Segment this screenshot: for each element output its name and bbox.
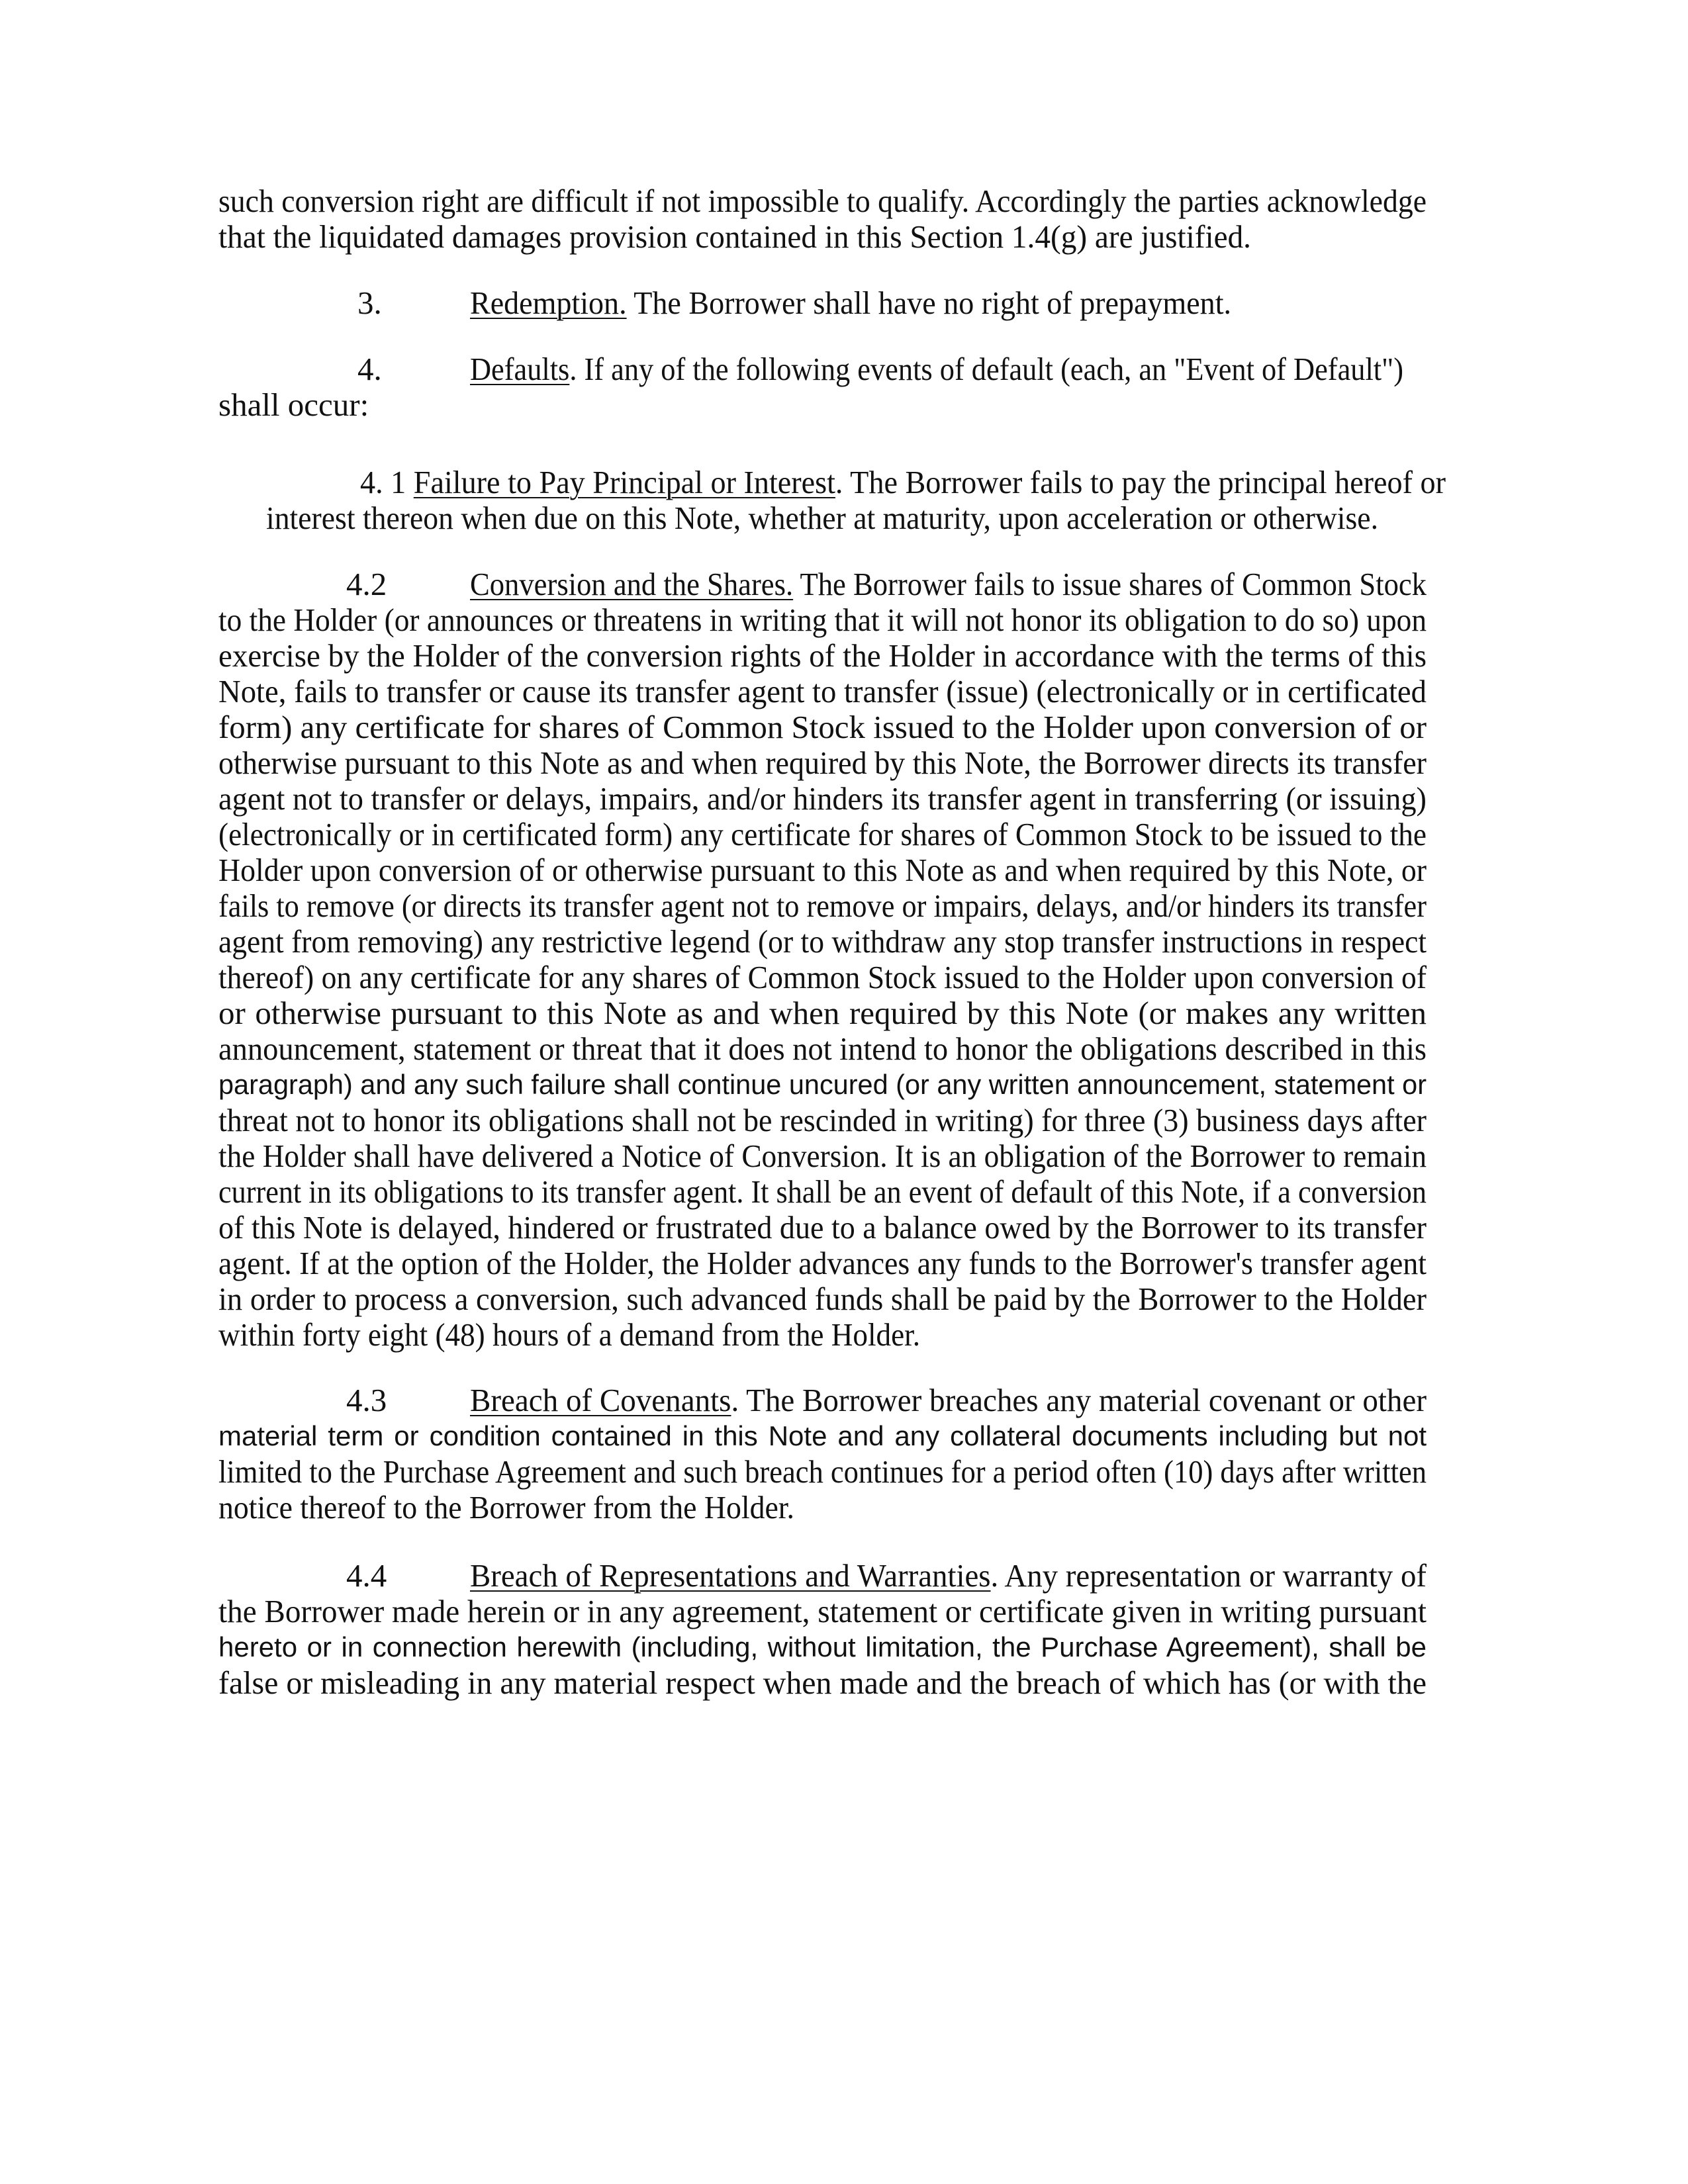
text-line: announcement, statement or threat that it does not intend to honor the obligations described in this bbox=[218, 1030, 1427, 1067]
text-line: Note, fails to transfer or cause its transfer agent to transfer (issue) (electronically or in certificated bbox=[218, 673, 1427, 709]
text-line: hereto or in connection herewith (including, without limitation, the Purchase Agreement), shall be bbox=[218, 1631, 1427, 1662]
text-line: agent not to transfer or delays, impairs, and/or hinders its transfer agent in transferring (or issuing) bbox=[218, 780, 1427, 817]
text-line: Holder upon conversion of or otherwise pursuant to this Note as and when required by this Note, or bbox=[218, 852, 1427, 888]
text-line: exercise by the Holder of the conversion rights of the Holder in accordance with the terms of this bbox=[218, 637, 1427, 674]
section-number: 4. bbox=[357, 351, 382, 387]
section-text: The Borrower shall have no right of prepayment. bbox=[626, 285, 1231, 321]
section-4 bbox=[218, 351, 1427, 423]
section-heading: Redemption. bbox=[470, 285, 627, 321]
section-number: 4.3 bbox=[346, 1382, 387, 1418]
text-line: material term or condition contained in this Note and any collateral documents including but not bbox=[218, 1420, 1427, 1451]
text-line: limited to the Purchase Agreement and such breach continues for a period often (10) days after written bbox=[218, 1453, 1427, 1490]
section-heading: Defaults bbox=[470, 351, 570, 387]
section-heading: Conversion and the Shares. bbox=[470, 566, 794, 602]
section-text: . The Borrower breaches any material covenant or other bbox=[731, 1382, 1427, 1418]
section-text: . Any representation or warranty of bbox=[990, 1557, 1427, 1594]
section-3 bbox=[218, 285, 1427, 321]
text-line: otherwise pursuant to this Note as and when required by this Note, the Borrower directs its transfer bbox=[218, 745, 1427, 781]
text-line: paragraph) and any such failure shall continue uncured (or any written announcement, statement or bbox=[218, 1069, 1427, 1100]
text-line: in order to process a conversion, such advanced funds shall be paid by the Borrower to the Holder bbox=[218, 1281, 1427, 1317]
section-heading: Failure to Pay Principal or Interest bbox=[413, 464, 835, 500]
text-line: form) any certificate for shares of Common Stock issued to the Holder upon conversion of or bbox=[218, 709, 1427, 745]
section-number: 4.2 bbox=[346, 566, 387, 602]
section-text: . If any of the following events of default (each, an "Event of Default") bbox=[569, 351, 1403, 387]
text-line: current in its obligations to its transfer agent. It shall be an event of default of this Note, if a conversion bbox=[218, 1173, 1427, 1210]
text-line: (electronically or in certificated form) any certificate for shares of Common Stock to be issued to the bbox=[218, 816, 1427, 852]
section-heading: Breach of Covenants bbox=[470, 1382, 731, 1418]
text-line: agent. If at the option of the Holder, the Holder advances any funds to the Borrower's transfer agent bbox=[218, 1245, 1427, 1281]
section-number: 3. bbox=[357, 285, 382, 321]
text-line: fails to remove (or directs its transfer agent not to remove or impairs, delays, and/or hinders its transfer bbox=[218, 887, 1427, 924]
section-number: 4.4 bbox=[346, 1557, 387, 1594]
text-line: or otherwise pursuant to this Note as and when required by this Note (or makes any written bbox=[218, 995, 1427, 1031]
text-line: such conversion right are difficult if not impossible to qualify. Accordingly the parties acknowledge bbox=[218, 183, 1427, 219]
text-line: threat not to honor its obligations shall not be rescinded in writing) for three (3) business days after bbox=[218, 1102, 1427, 1138]
section-text: shall occur: bbox=[218, 387, 369, 423]
text-line: of this Note is delayed, hindered or frustrated due to a balance owed by the Borrower to its transfer bbox=[218, 1209, 1427, 1246]
text-line: thereof) on any certificate for any shares of Common Stock issued to the Holder upon conversion of bbox=[218, 959, 1427, 995]
section-4-4 bbox=[218, 1558, 1427, 1701]
section-4-2 bbox=[218, 567, 1427, 1353]
section-number: 4. 1 bbox=[360, 464, 406, 500]
text-line: notice thereof to the Borrower from the Holder. bbox=[218, 1489, 794, 1525]
section-4-1 bbox=[218, 464, 1446, 536]
text-line: that the liquidated damages provision contained in this Section 1.4(g) are justified. bbox=[218, 218, 1251, 255]
section-4-3 bbox=[218, 1383, 1427, 1525]
text-line: the Borrower made herein or in any agreement, statement or certificate given in writing pursuant bbox=[218, 1593, 1427, 1629]
text-line: the Holder shall have delivered a Notice of Conversion. It is an obligation of the Borrower to remain bbox=[218, 1138, 1427, 1174]
text-line: agent from removing) any restrictive legend (or to withdraw any stop transfer instructions in respect bbox=[218, 923, 1427, 960]
text-line: interest thereon when due on this Note, whether at maturity, upon acceleration or otherwise. bbox=[266, 500, 1378, 536]
text-line: to the Holder (or announces or threatens in writing that it will not honor its obligation to do so) upon bbox=[218, 602, 1427, 638]
section-text: The Borrower fails to issue shares of Common Stock bbox=[793, 566, 1427, 602]
text-line: within forty eight (48) hours of a demand from the Holder. bbox=[218, 1316, 920, 1353]
section-heading: Breach of Representations and Warranties bbox=[470, 1557, 991, 1594]
section-text: . The Borrower fails to pay the principal hereof or bbox=[835, 464, 1446, 500]
intro-paragraph bbox=[218, 183, 1427, 255]
text-line: false or misleading in any material respect when made and the breach of which has (or with the bbox=[218, 1664, 1427, 1701]
